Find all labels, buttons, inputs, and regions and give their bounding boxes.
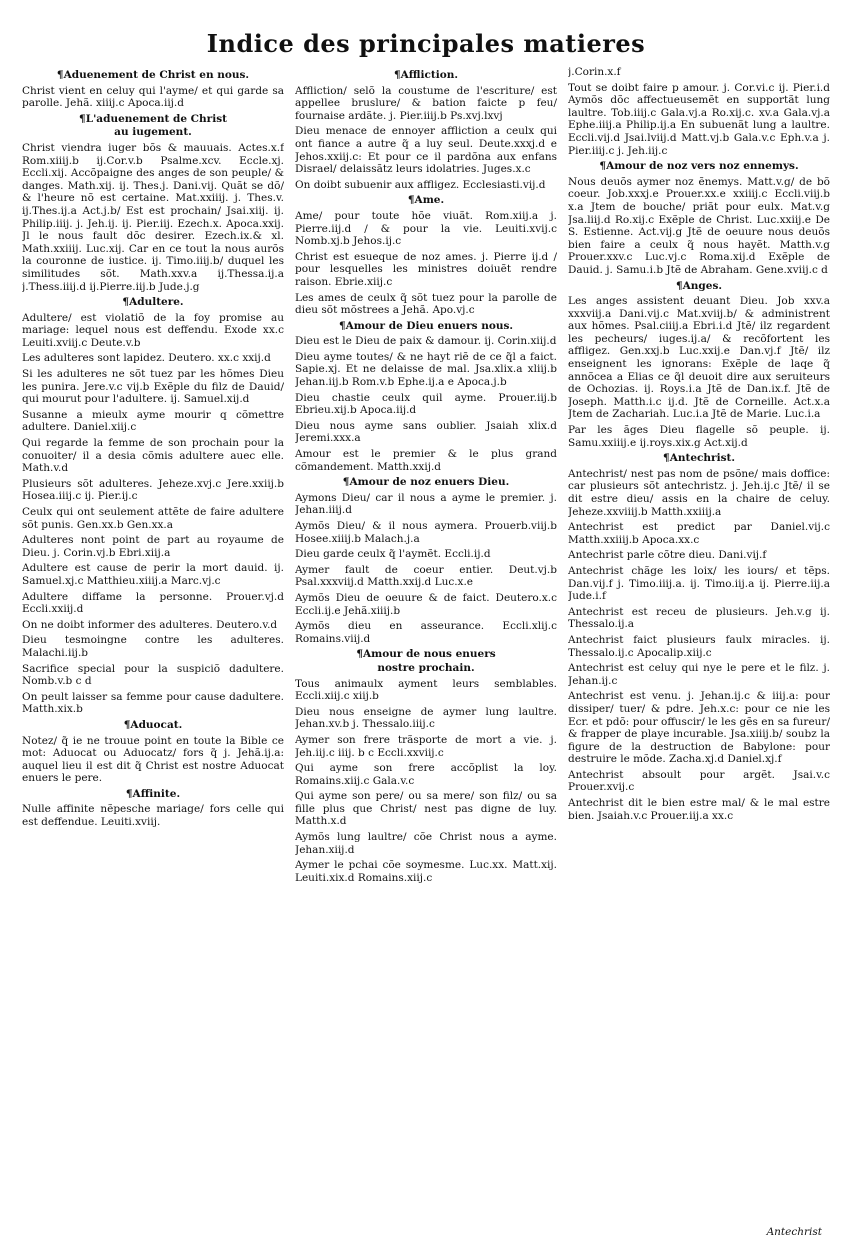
index-entry: Antechrist parle cõtre dieu. Dani.vij.f [568, 549, 767, 562]
page-title: Indice des principales matieres [206, 29, 646, 58]
index-entry: Adultere/ est violatiõ de la foy promise au mariage: lequel nous est deffendu. Exode xx.c Leuiti.xviij.c Deute.v.b [22, 311, 284, 349]
index-entry: Aymõs dieu en asseurance. Eccli.xlij.c Romains.viij.d [295, 620, 557, 645]
index-entry: Qui ayme son frere accõplist la loy. Romains.xiij.c Gala.v.c [295, 762, 557, 787]
index-entry: Aymons Dieu/ car il nous a ayme le premier. j. Jehan.iiij.d [295, 491, 557, 517]
index-entry: Antechrist/ nest pas nom de psõne/ mais doffice: car plusieurs sõt antechristz. j. Jeh.ij.c Jtẽ/ il se dit estre dieu/ assis en la chaire de celuy. Jeheze.xxviiij.b Matth.xxiiij.a [568, 467, 830, 518]
index-heading: ¶ Affliction. [295, 69, 557, 82]
index-entry: Adultere diffame la personne. Prouer.vj.d Eccli.xxiij.d [22, 590, 284, 616]
index-entry: Dieu nous enseigne de aymer lung laultre. Jehan.xv.b j. Thessalo.iiij.c [295, 705, 557, 731]
index-heading: ¶ Affinite. [22, 788, 284, 801]
index-entry: Par les ãges Dieu flagelle sõ peuple. ij. Samu.xxiiij.e ij.roys.xix.g Act.xij.d [568, 424, 830, 449]
index-entry: Ceulx qui ont seulement attẽte de faire adultere sõt punis. Gen.xx.b Gen.xx.a [22, 506, 284, 531]
index-entry: Adulteres nont point de part au royaume de Dieu. j. Corin.vj.b Ebri.xiij.a [22, 534, 284, 559]
index-heading: ¶ Adultere. [22, 296, 284, 309]
index-entry: Christ vient en celuy qui l'ayme/ et qui garde sa parolle. Jehã. xiiij.c Apoca.iij.d [22, 84, 284, 110]
index-entry: Les adulteres sont lapidez. Deutero. xx.c xxij.d [22, 352, 271, 365]
index-entry: Les anges assistent deuant Dieu. Job xxv.a xxxviij.a Dani.vij.c Mat.xviij.b/ & administrent aux hõmes. Psal.ciiij.a Ebri.i.d Jtẽ/ ilz regardent les pecheurs/ iuges.ij.a/ & recõfortent les affligez. Gen.xxj.b Luc.xxij.e Dan.vj.f Jtẽ/ ilz enseignent les ignorans: Exẽple de laqe q̃ annõcea a Elias ce q̃l deuoit dire aux seruiteurs de Ochozias. ij. Roys.i.a Jtẽ de Dan.ix.f. Jtẽ de Joseph. Matth.i.c ij.d. Jtẽ de Corneille. Act.x.a Jtem de Zachariah. Luc.i.a Jtẽ de Marie. Luc.i.a [568, 295, 830, 421]
index-entry: Aymer le pchai cõe soymesme. Luc.xx. Matt.xij. Leuiti.xix.d Romains.xiij.c [295, 859, 557, 884]
index-entry: Susanne a mieulx ayme mourir q cõmettre adultere. Daniel.xiij.c [22, 408, 284, 434]
index-entry: j.Corin.x.f [568, 66, 621, 78]
index-heading: ¶ Amour de noz enuers Dieu. [295, 476, 557, 489]
index-entry: Dieu tesmoingne contre les adulteres. Malachi.iij.b [22, 634, 284, 659]
column-1 [22, 66, 284, 887]
index-heading: ¶ Antechrist. [568, 452, 830, 465]
index-heading: nostre prochain. [377, 661, 475, 674]
index-entry: Affliction/ selõ la coustume de l'escriture/ est appellee bruslure/ & bation faicte p feu/ fournaise ardãte. j. Pier.iiij.b Ps.xvj.lxvj [295, 84, 557, 122]
index-entry: Nous deuõs aymer noz ẽnemys. Matt.v.g/ de bõ coeur. Job.xxxj.e Prouer.xx.e xxiiij.c Eccli.viij.b x.a Jtem de bouche/ priãt pour eulx. Mat.v.g Jsa.liij.d Ro.xij.c Exẽple de Christ. Luc.xxiij.e De S. Estienne. Act.vij.g Jtẽ de oeuure nous deuõs bien faire a ceulx q̃ nous hayẽt. Matth.v.g Prouer.xxv.c Luc.vj.c Roma.xij.d Exẽple de Dauid. j. Samu.i.b Jtẽ de Abraham. Gene.xviij.c d [568, 175, 830, 276]
index-entry: Tout se doibt faire p amour. j. Cor.vi.c ij. Pier.i.d Aymõs dõc affectueusemẽt en supportãt lung laultre. Tob.iiij.c Gala.vj.a Ro.xij.c. xv.a Gala.vj.a Ephe.iiij.a Philip.ij.a En subuenãt lung a laultre. Eccli.vij.d Jsai.lviij.d Matt.vj.b Gala.v.c Eph.v.a j. Pier.iiij.c j. Jeh.iij.c [568, 81, 830, 157]
index-entry: Dieu est le Dieu de paix & damour. ij. Corin.xiij.d [295, 335, 557, 348]
index-entry: Qui regarde la femme de son prochain pour la conuoiter/ il a desia cõmis adultere auec elle. Math.v.d [22, 437, 284, 475]
index-entry: Sacrifice special pour la suspiciõ dadultere. Nomb.v.b c d [22, 662, 284, 688]
index-entry: Aymõs Dieu/ & il nous aymera. Prouerb.viij.b Hosee.xiiij.b Malach.j.a [295, 520, 557, 545]
index-entry: Antechrist faict plusieurs faulx miracles. ij. Thessalo.ij.c Apocalip.xiij.c [568, 633, 830, 659]
index-heading: ¶ Anges. [568, 280, 830, 293]
index-entry: Dieu garde ceulx q̃ l'aymẽt. Eccli.ij.d [295, 548, 491, 561]
index-entry: Adultere est cause de perir la mort dauid. ij. Samuel.xj.c Matthieu.xiiij.a Marc.vj.c [22, 562, 284, 587]
index-entry: Aymer fault de coeur entier. Deut.vj.b Psal.xxxviij.d Matth.xxij.d Luc.x.e [295, 563, 557, 589]
index-entry: Christ est esueque de noz ames. j. Pierre ij.d / pour lesquelles les ministres doiuẽt rendre raison. Ebrie.xiij.c [295, 250, 557, 288]
index-columns [22, 66, 830, 887]
index-entry: Dieu chastie ceulx quil ayme. Prouer.iij.b Ebrieu.xij.b Apoca.iij.d [295, 391, 557, 417]
index-entry: Aymer son frere trãsporte de mort a vie. j. Jeh.iij.c iiij. b c Eccli.xxviij.c [295, 733, 557, 759]
index-entry: Dieu nous ayme sans oublier. Jsaiah xlix.d Jeremi.xxx.a [295, 419, 557, 445]
index-entry: Antechrist est predict par Daniel.vij.c Matth.xxiiij.b Apoca.xx.c [568, 521, 830, 546]
index-entry: Les ames de ceulx q̃ sõt tuez pour la parolle de dieu sõt mõstrees a Jehã. Apo.vj.c [295, 291, 557, 317]
index-heading: ¶ Amour de nous enuers [295, 648, 557, 661]
index-entry: Dieu ayme toutes/ & ne hayt riẽ de ce q̃l a faict. Sapie.xj. Et ne delaisse de mal. Jsa.xlix.a xliij.b Jehan.iij.b Rom.v.b Ephe.ij.a e Apoca.j.b [295, 350, 557, 389]
index-heading: ¶ Aduenement de Christ en nous. [22, 69, 284, 82]
column-2 [295, 66, 557, 887]
index-entry: Antechrist est venu. j. Jehan.ij.c & iiij.a: pour dissiper/ tuer/ & pdre. Jeh.x.c: pour ce nie les Ecr. et pdõ: pour offuscir/ le les gẽs en sa fureur/ & frapper de playe incurable. Jsa.xiiij.b/ soubz la figure de la destruction de Babylone: pour destruire le mõde. Zacha.xj.d Daniel.xj.f [568, 690, 830, 766]
index-entry: On doibt subuenir aux affligez. Ecclesiasti.vij.d [295, 178, 546, 191]
index-entry: Qui ayme son pere/ ou sa mere/ son filz/ ou sa fille plus que Christ/ nest pas digne de luy. Matth.x.d [295, 790, 557, 828]
index-heading: ¶ Amour de Dieu enuers nous. [295, 320, 557, 333]
index-entry: Christ viendra iuger bõs & mauuais. Actes.x.f Rom.xiiij.b ij.Cor.v.b Psalme.xcv. Eccle.xj. Eccli.xij. Accõpaigne des anges de son peuple/ & danges. Math.xij. ij. Thes.j. Dani.vij. Quãt se dõ/ & l'heure nõ est certaine. Mat.xxiiij. j. Thes.v. ij.Thes.ij.a Act.j.b/ Est est prochain/ Jsai.xiij. ij. Philip.iiij. j. Jeh.ij. ij. Pier.iij. Ezech.x. Apoca.xxij. Jl le nous fault dõc desirer. Ezech.ix.& xl. Math.xxiiij. Luc.xij. Car en ce tout la nous aurõs la couronne de iustice. ij. Timo.iiij.b/ duquel les similitudes sõt. Math.xxv.a ij.Thessa.ij.a j.Thess.iiij.d ij.Pierre.iij.b Jude.j.g [22, 141, 284, 293]
index-entry: Aymõs Dieu de oeuure & de faict. Deutero.x.c Eccli.ij.e Jehã.xiiij.b [295, 591, 557, 617]
index-entry: Antechrist est receu de plusieurs. Jeh.v.g ij. Thessalo.ij.a [568, 605, 830, 631]
index-heading: ¶ Amour de noz vers noz ennemys. [568, 160, 830, 173]
column-3 [568, 66, 830, 887]
index-entry: Si les adulteres ne sõt tuez par les hõmes Dieu les punira. Jere.v.c vij.b Exẽple du filz de Dauid/ qui mourut pour l'adultere. ij. Samuel.xij.d [22, 368, 284, 406]
index-heading: ¶ L'aduenement de Christ [22, 113, 284, 126]
index-entry: Amour est le premier & le plus grand cõmandement. Matth.xxij.d [295, 448, 557, 473]
index-entry: Dieu menace de ennoyer affliction a ceulx qui ont fiance a autre q̃ a luy seul. Deute.xxxj.d e Jehos.xxiij.c: Et pour ce il pardõna aux enfans Disrael/ delaissãtz leurs idolatries. Juges.x.c [295, 125, 557, 176]
index-entry: Antechrist chãge les loix/ les iours/ et tẽps. Dan.vij.f j. Timo.iiij.a. ij. Timo.iij.a ij. Pierre.iij.a Jude.i.f [568, 564, 830, 603]
index-entry: Plusieurs sõt adulteres. Jeheze.xvj.c Jere.xxiij.b Hosea.iiij.c ij. Pier.ij.c [22, 477, 284, 503]
index-heading: au iugement. [114, 126, 192, 139]
index-entry: On peult laisser sa femme pour cause dadultere. Matth.xix.b [22, 690, 284, 716]
index-entry: On ne doibt informer des adulteres. Deutero.v.d [22, 618, 278, 631]
index-entry: Antechrist est celuy qui nye le pere et le filz. j. Jehan.ij.c [568, 662, 830, 687]
index-entry: Notez/ q̃ ie ne trouue point en toute la Bible ce mot: Aduocat ou Aduocatz/ fors q̃ j. Jehã.ij.a: auquel lieu il est dit q̃ Christ est nostre Aduocat enuers le pere. [22, 734, 284, 785]
index-entry: Nulle affinite nẽpesche mariage/ fors celle qui est deffendue. Leuiti.xviij. [22, 803, 284, 829]
index-heading: ¶ Aduocat. [22, 719, 284, 732]
index-entry: Antechrist dit le bien estre mal/ & le mal estre bien. Jsaiah.v.c Prouer.iij.a xx.c [568, 797, 830, 822]
index-entry: Antechrist absoult pour argẽt. Jsai.v.c Prouer.xvij.c [568, 768, 830, 794]
index-entry: Ame/ pour toute hõe viuãt. Rom.xiij.a j. Pierre.iij.d / & pour la vie. Leuiti.xvij.c Nomb.xj.b Jehos.ij.c [295, 209, 557, 248]
catchword: Antechrist [766, 1226, 822, 1238]
index-entry: Aymõs lung laultre/ cõe Christ nous a ayme. Jehan.xiij.d [295, 831, 557, 856]
index-heading: ¶ Ame. [295, 194, 557, 207]
index-entry: Tous animaulx ayment leurs semblables. Eccli.xiij.c xiij.b [295, 677, 557, 703]
